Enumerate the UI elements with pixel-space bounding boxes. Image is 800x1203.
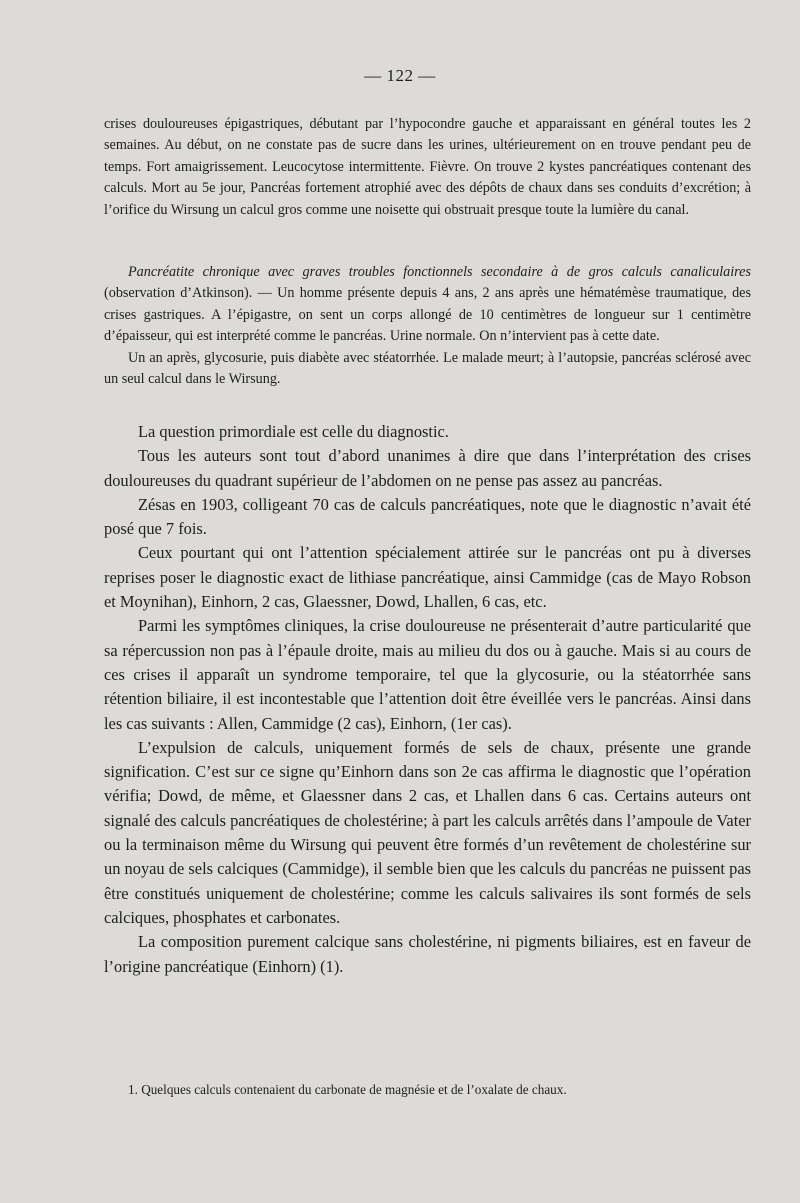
paragraph: La composition purement calcique sans cholestérine, ni pigments biliaires, est en faveur de l’origine pancréatique (Einhorn) (1). bbox=[104, 932, 751, 976]
case-2-text-continued: Un an après, glycosurie, puis diabète avec stéatorrhée. Le malade meurt; à l’autopsie, pancréas sclérosé avec un seul calcul dans le Wirsung. bbox=[104, 349, 751, 388]
main-text bbox=[104, 420, 751, 979]
case-2-paragraph bbox=[104, 262, 751, 348]
case-observation-1 bbox=[104, 114, 751, 221]
paragraph: Ceux pourtant qui ont l’attention spécialement attirée sur le pancréas ont pu à diverses reprises poser le diagnostic exact de lithiase pancréatique, ainsi Cammidge (cas de Mayo Robson et Moynihan), Einhorn, 2 cas, Glaessner, Dowd, Lhallen, 6 cas, etc. bbox=[104, 543, 751, 612]
case-2-text: (observation d’Atkinson). — Un homme présente depuis 4 ans, 2 ans après une hématémèse traumatique, des crises gastriques. A l’épigastre, on sent un corps allongé de 10 centimètres de longueur sur 1 centimètre d’épaisseur, qui est interprété comme le pancréas. Urine normale. On n’intervient pas à cette date. bbox=[104, 285, 751, 345]
case-1-text: crises douloureuses épigastriques, débutant par l’hypocondre gauche et apparaissant en général toutes les 2 semaines. Au début, on ne constate pas de sucre dans les urines, ultérieurement on en trouve pendant peu de temps. Fort amaigrissement. Leucocytose intermittente. Fièvre. On trouve 2 kystes pancréatiques contenant des calculs. Mort au 5e jour, Pancréas fortement atrophié avec des dépôts de chaux dans ses conduits d’excrétion; à l’orifice du Wirsung un calcul gros comme une noisette qui obstruait presque toute la lumière du canal. bbox=[104, 116, 751, 218]
paragraph: Parmi les symptômes cliniques, la crise douloureuse ne présenterait d’autre particularité que sa répercussion non pas à l’épaule droite, mais au milieu du dos ou à gauche. Mais si au cours de ces crises il apparaît un syndrome temporaire, tel que la glycosurie, ou la stéatorrhée sans rétention biliaire, il est incontestable que l’attention doit être éveillée vers le pancréas. Ainsi dans les cas suivants : Allen, Cammidge (2 cas), Einhorn, (1er cas). bbox=[104, 616, 751, 733]
paragraph: Tous les auteurs sont tout d’abord unanimes à dire que dans l’interprétation des crises douloureuses du quadrant supérieur de l’abdomen on ne pense pas assez au pancréas. bbox=[104, 446, 751, 490]
paragraph: L’expulsion de calculs, uniquement formés de sels de chaux, présente une grande signification. C’est sur ce signe qu’Einhorn dans son 2e cas affirma le diagnostic que l’opération vérifia; Dowd, de même, et Glaessner dans 2 cas, et Lhallen dans 6 cas. Certains auteurs ont signalé des calculs pancréatiques de cholestérine; à part les calculs arrêtés dans l’ampoule de Vater ou la terminaison même du Wirsung qui peuvent être formés d’un revêtement de cholestérine sur un noyau de sels calciques (Cammidge), il semble bien que les calculs du pancréas ne puissent pas être constitués uniquement de cholestérine; comme les calculs salivaires ils sont formés de sels calciques, phosphates et carbonates. bbox=[104, 737, 751, 927]
page-number: — 122 — bbox=[364, 66, 436, 85]
paragraph: La question primordiale est celle du diagnostic. bbox=[138, 422, 449, 441]
paragraph: Zésas en 1903, colligeant 70 cas de calculs pancréatiques, note que le diagnostic n’avait été posé que 7 fois. bbox=[104, 494, 751, 539]
case-2-title: Pancréatite chronique avec graves troubles fonctionnels secondaire à de gros calculs canaliculaires bbox=[128, 264, 751, 280]
case-observation-2 bbox=[104, 262, 751, 390]
footnote: 1. Quelques calculs contenaient du carbonate de magnésie et de l’oxalate de chaux. bbox=[128, 1082, 567, 1097]
